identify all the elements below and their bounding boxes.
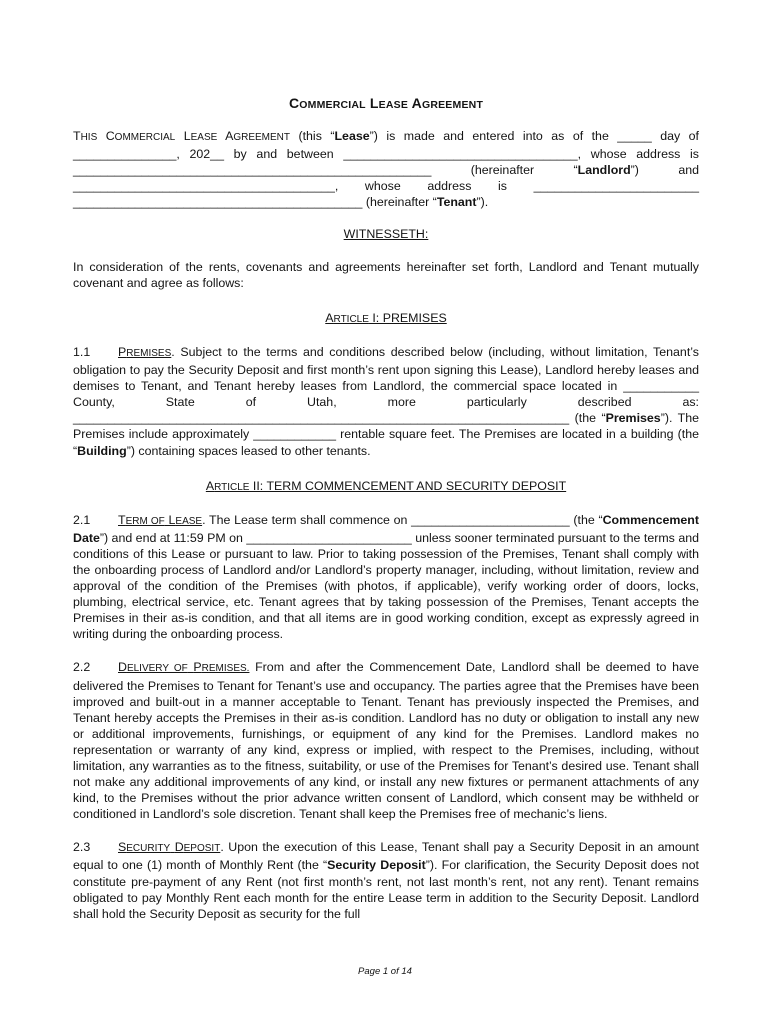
lease-defined-term: Lease: [334, 129, 370, 144]
document-title: COMMERCIAL LEASE AGREEMENT: [288, 95, 484, 111]
section-1-1: 1.1 PREMISES. Subject to the terms and conditions described below (including, without limitation, Tenant’s obligation to pay the Security Deposit and first month’s rent upon signing this Lease), Landlord hereby leases and demises to Tenant, and Tenant hereby leases from Landlord, the commercial space located in ___________ County, State of Utah, more particularly described as: ________________________________________________________________________ (the “Premises”). The Premises include approximately ____________ rentable square feet. The Premises are located in a building (the “Building”) containing spaces leased to other tenants.: [73, 344, 699, 458]
witnesseth-heading: WITNESSETH:: [343, 226, 429, 241]
section-2-2: 2.2 DELIVERY OF PREMISES. From and after the Commencement Date, Landlord shall be deemed to have delivered the Premises to Tenant for Tenant’s use and occupancy. The parties agree that the Premises have been improved and built-out in a manner acceptable to Tenant. Tenant has previously inspected the Premises, and Tenant hereby accepts the Premises in their as-is condition. Landlord has no duty or obligation to install any new or additional improvements, furnishings, or equipment of any kind for the Premises. Landlord makes no representation or warranty of any kind, express or implied, with respect to the Premises, including, without limitation, any warranties as to the fitness, suitability, or use of the Premises for Tenant’s desired use. Tenant shall not make any additional improvements of any kind, or install any new fixtures or permanent attachments of any kind, to the Premises without the prior advance written consent of Landlord, which consent may be withheld or conditioned in Landlord’s sole discretion. Tenant shall keep the Premises free of mechanic’s liens.: [73, 660, 699, 822]
section-2-3: 2.3 SECURITY DEPOSIT. Upon the execution of this Lease, Tenant shall pay a Security Deposit in an amount equal to one (1) month of Monthly Rent (the “Security Deposit”). For clarification, the Security Deposit does not constitute pre-payment of any Rent (not first month’s rent, not last month’s rent, not any rent). Tenant remains obligated to pay Monthly Rent each month for the entire Lease term in addition to the Security Deposit. Landlord shall hold the Security Deposit as security for the full: [73, 840, 699, 921]
landlord-defined-term: Landlord: [577, 163, 631, 178]
article-2-heading: ARTICLE II: TERM COMMENCEMENT AND SECURITY DEPOSIT: [205, 478, 567, 493]
tenant-defined-term: Tenant: [436, 195, 477, 210]
intro-paragraph: THIS COMMERCIAL LEASE AGREEMENT (this “Lease”) is made and entered into as of the _____ day of _______________, 202__ by and between __________________________________, whose address is ____________________________________________________ (hereinafter “Landlord”) and ______________________________________, whose address is ________________________ __________________________________________ (hereinafter “Tenant”).: [73, 129, 699, 210]
article-1-heading: ARTICLE I: PREMISES: [325, 310, 447, 325]
section-2-1: 2.1 TERM OF LEASE. The Lease term shall commence on _______________________ (the “Commencement Date”) and end at 11:59 PM on ________________________ unless sooner terminated pursuant to the terms and conditions of this Lease or pursuant to law. Prior to taking possession of the Premises, Tenant shall comply with the onboarding process of Landlord and/or Landlord’s property manager, including, without limitation, review and approval of the condition of the Premises (with photos, if applicable), verify working order of doors, locks, plumbing, electrical service, etc. Tenant agrees that by taking possession of the Premises, Tenant accepts the Premises in their as-is condition, and that all items are in good working condition, except as expressly agreed in writing during the onboarding process.: [73, 512, 699, 642]
document-body: [73, 95, 699, 922]
page-number-footer: Page 1 of 14: [358, 966, 412, 977]
consideration-paragraph: In consideration of the rents, covenants and agreements hereinafter set forth, Landlord and Tenant mutually covenant and agree as follows:: [73, 259, 699, 290]
